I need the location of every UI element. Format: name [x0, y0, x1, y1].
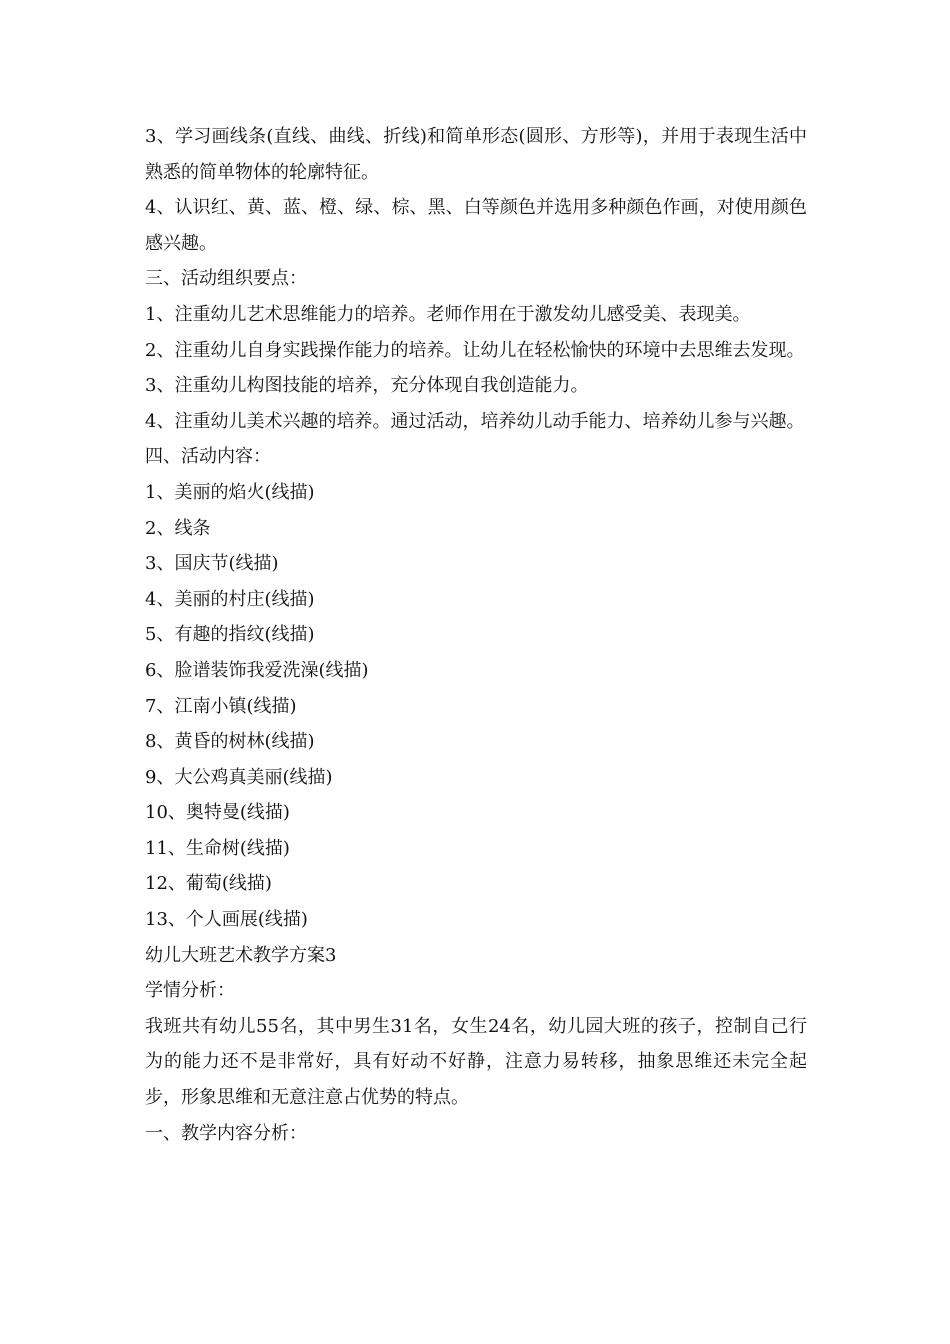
section-heading: 三、活动组织要点： [145, 268, 307, 290]
paragraph: 2、注重幼儿自身实践操作能力的培养。让幼儿在轻松愉快的环境中去思维去发现。 [145, 339, 805, 361]
section-heading: 学情分析： [145, 980, 235, 1002]
document-subtitle: 幼儿大班艺术教学方案3 [145, 944, 337, 966]
list-item: 9、大公鸡真美丽(线描) [145, 766, 333, 788]
list-item: 8、黄昏的树林(线描) [145, 731, 315, 753]
list-item: 1、美丽的焰火(线描) [145, 481, 315, 503]
paragraph: 3、学习画线条(直线、曲线、折线)和简单形态(圆形、方形等)，并用于表现生活中熟悉的简单物体的轮廓特征。 [145, 126, 807, 183]
list-item: 3、国庆节(线描) [145, 553, 279, 575]
list-item: 13、个人画展(线描) [145, 909, 308, 931]
list-item: 6、脸谱装饰我爱洗澡(线描) [145, 659, 369, 681]
list-item: 5、有趣的指纹(线描) [145, 624, 315, 646]
list-item: 10、奥特曼(线描) [145, 802, 290, 824]
document-body [145, 119, 807, 1151]
section-heading: 四、活动内容： [145, 446, 271, 468]
list-item: 2、线条 [145, 517, 211, 539]
paragraph: 3、注重幼儿构图技能的培养，充分体现自我创造能力。 [145, 375, 589, 397]
list-item: 4、美丽的村庄(线描) [145, 588, 315, 610]
paragraph: 1、注重幼儿艺术思维能力的培养。老师作用在于激发幼儿感受美、表现美。 [145, 303, 751, 325]
paragraph: 我班共有幼儿55名，其中男生31名，女生24名，幼儿园大班的孩子，控制自己行为的能力还不是非常好，具有好动不好静，注意力易转移，抽象思维还未完全起步，形象思维和无意注意占优势的特点。 [145, 1015, 807, 1109]
list-item: 12、葡萄(线描) [145, 873, 272, 895]
paragraph: 4、注重幼儿美术兴趣的培养。通过活动，培养幼儿动手能力、培养幼儿参与兴趣。 [145, 410, 805, 432]
section-heading: 一、教学内容分析： [145, 1122, 307, 1144]
paragraph: 4、认识红、黄、蓝、橙、绿、棕、黑、白等颜色并选用多种颜色作画，对使用颜色感兴趣。 [145, 197, 807, 254]
list-item: 7、江南小镇(线描) [145, 695, 297, 717]
list-item: 11、生命树(线描) [145, 837, 290, 859]
